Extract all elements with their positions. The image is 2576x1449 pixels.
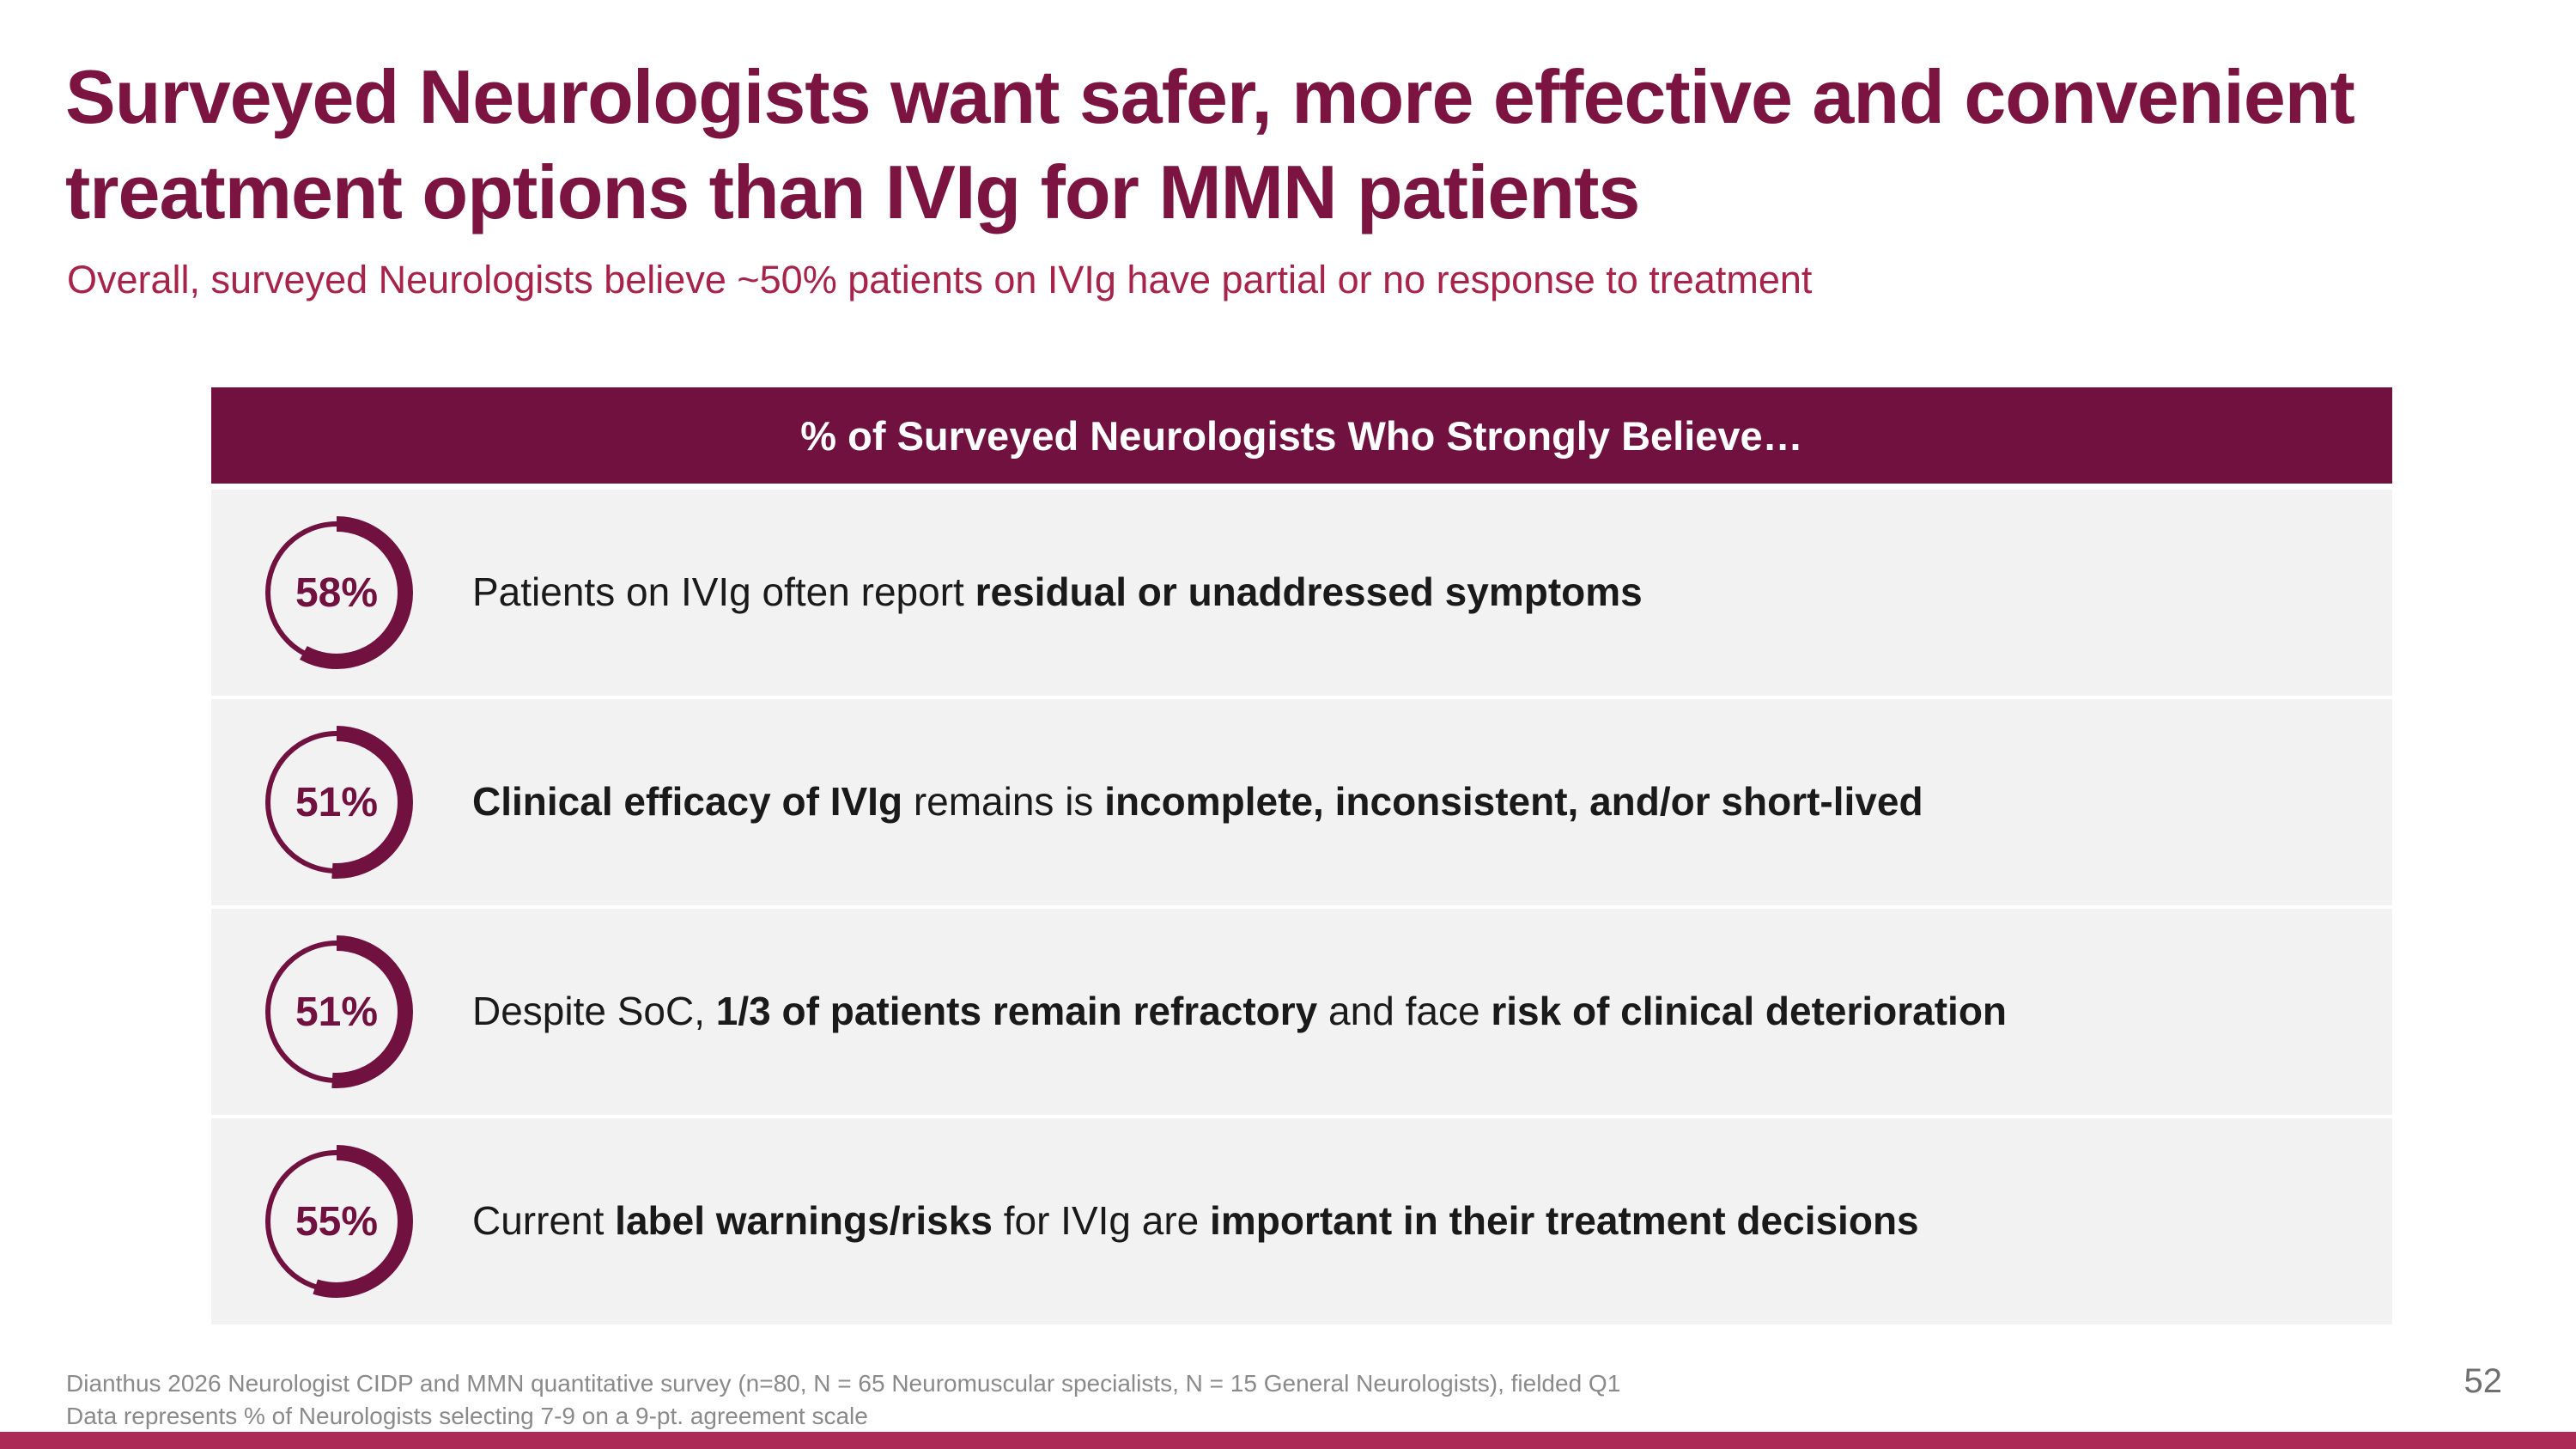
- page-number: 52: [2464, 1362, 2502, 1400]
- statement-text: Current: [472, 1198, 616, 1244]
- donut-chart: [251, 1135, 422, 1307]
- row-statement: [472, 777, 1958, 827]
- table-header: [211, 387, 2392, 484]
- donut-percent-label: 51%: [295, 989, 379, 1035]
- table-rows: [211, 490, 2392, 1324]
- row-statement: [472, 1196, 1953, 1246]
- table-row: [211, 909, 2392, 1115]
- slide-title: Surveyed Neurologists want safer, more effective and convenient treatment options than IVIg for MMN patients: [65, 54, 2354, 234]
- statement-emphasis: incomplete, inconsistent, and/or short-lived: [1104, 779, 1923, 825]
- statement-text: Patients on IVIg often report: [472, 569, 975, 615]
- footnote-line-1: Dianthus 2026 Neurologist CIDP and MMN quantitative survey (n=80, N = 65 Neuromuscular specialists, N = 15 General Neurologists), fielded Q1: [66, 1370, 1621, 1397]
- statement-text: Despite SoC,: [472, 989, 716, 1034]
- table-row: [211, 490, 2392, 696]
- donut-percent-label: 51%: [295, 779, 379, 825]
- table-row: [211, 1118, 2392, 1324]
- table-row: [211, 699, 2392, 905]
- footnote-line-2: Data represents % of Neurologists selecting 7-9 on a 9-pt. agreement scale: [66, 1402, 868, 1429]
- row-statement: [472, 568, 1677, 618]
- statement-emphasis: risk of clinical deterioration: [1491, 989, 2008, 1034]
- statement-emphasis: 1/3 of patients remain refractory: [715, 989, 1318, 1034]
- statement-emphasis: important in their treatment decisions: [1210, 1198, 1919, 1244]
- slide-subtitle: Overall, surveyed Neurologists believe ~50% patients on IVIg have partial or no response to treatment: [67, 258, 1813, 301]
- donut-percent-label: 58%: [295, 569, 379, 616]
- statement-text: and face: [1317, 989, 1492, 1034]
- donut-percent-label: 55%: [295, 1198, 379, 1245]
- table-header-label: % of Surveyed Neurologists Who Strongly Believe…: [800, 412, 1803, 459]
- footnotes: [66, 1367, 2041, 1433]
- bottom-accent-bar: [0, 1432, 2576, 1449]
- donut-chart: [251, 507, 422, 679]
- statement-text: for IVIg are: [992, 1198, 1211, 1244]
- statement-emphasis: residual or unaddressed symptoms: [975, 569, 1643, 615]
- belief-table: [211, 387, 2392, 1328]
- statement-emphasis: Clinical efficacy of IVIg: [472, 779, 903, 825]
- statement-emphasis: label warnings/risks: [615, 1198, 993, 1244]
- statement-text: remains is: [902, 779, 1105, 825]
- donut-chart: [251, 926, 422, 1098]
- row-statement: [472, 987, 2041, 1037]
- donut-chart: [251, 716, 422, 888]
